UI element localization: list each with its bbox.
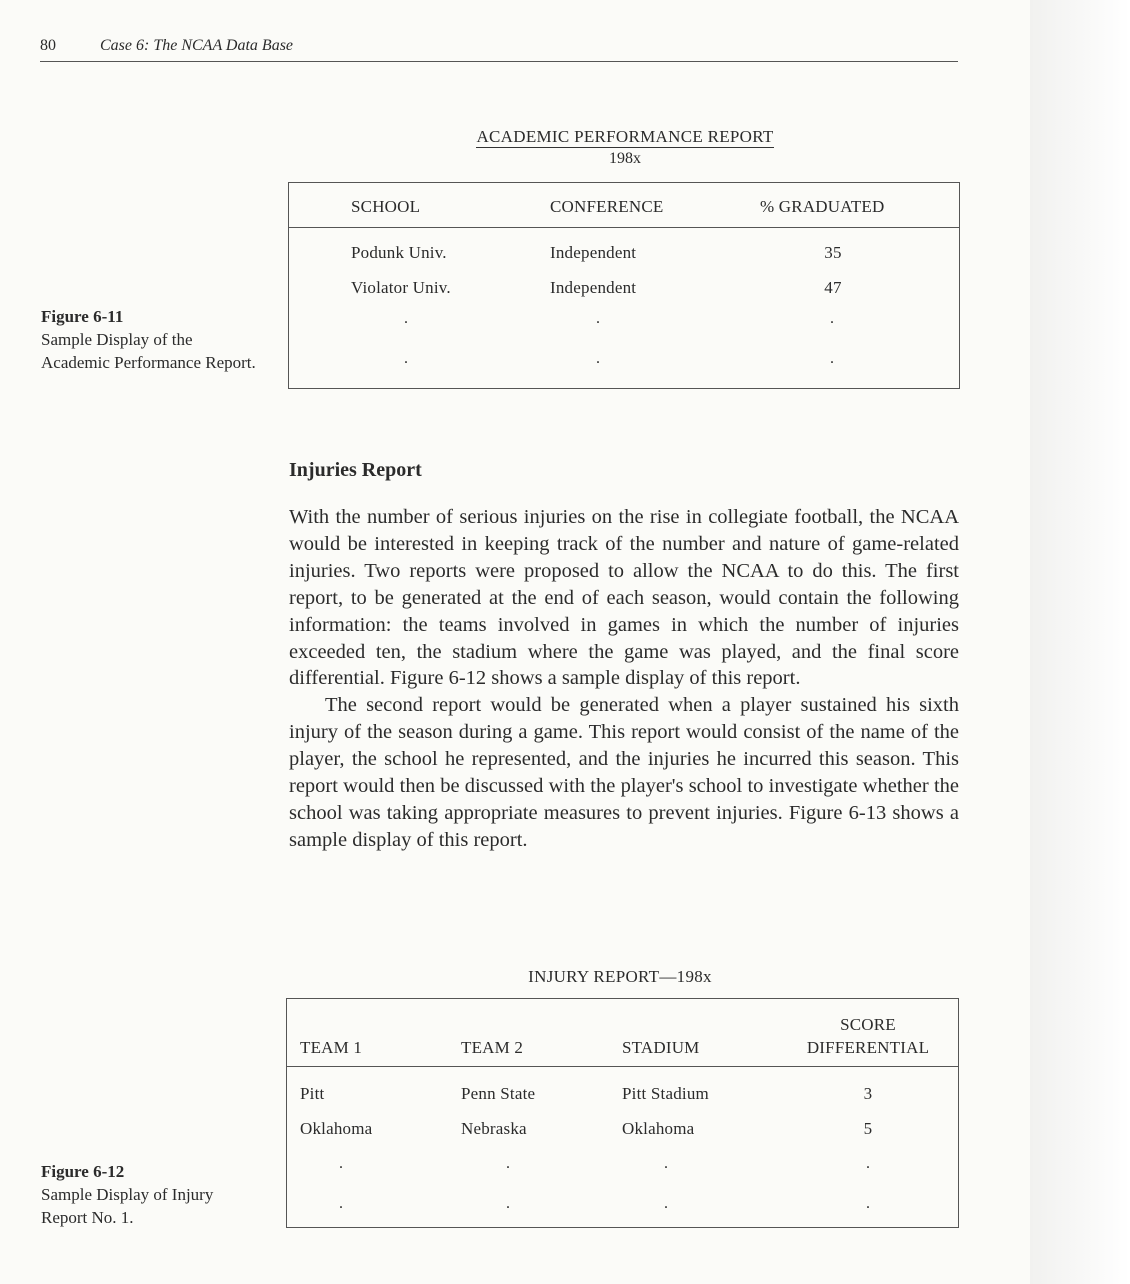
figure-caption-text: Sample Display of the Academic Performance Report.	[41, 330, 256, 372]
running-title: Case 6: The NCAA Data Base	[100, 37, 294, 54]
running-header	[40, 37, 958, 62]
figure-6-11-caption	[41, 305, 261, 374]
table-cell: 35	[824, 243, 842, 262]
continuation-dot: .	[866, 1195, 870, 1212]
table-cell: Pitt Stadium	[622, 1084, 709, 1103]
table-cell: 5	[863, 1119, 873, 1138]
table-cell: Podunk Univ.	[351, 243, 447, 262]
table-cell: 47	[824, 278, 842, 297]
continuation-dot: .	[506, 1195, 510, 1212]
table-cell: Oklahoma	[300, 1119, 373, 1138]
continuation-dot: .	[830, 310, 834, 327]
figure-caption-text: Sample Display of Injury Report No. 1.	[41, 1185, 214, 1227]
continuation-dot: .	[506, 1155, 510, 1172]
academic-report-year: 198x	[609, 150, 641, 167]
continuation-dot: .	[664, 1155, 668, 1172]
figure-label: Figure 6-12	[41, 1162, 125, 1181]
academic-report-title: ACADEMIC PERFORMANCE REPORT	[476, 127, 774, 146]
table-cell: Oklahoma	[622, 1119, 695, 1138]
injury-report-title: INJURY REPORT—198x	[528, 967, 712, 986]
continuation-dot: .	[339, 1155, 343, 1172]
paragraph: The second report would be generated when a player sustained his sixth injury of the season during a game. This report would consist of the name of the player, the school he represented, and the injuries he incurred this season. This report would then be discussed with the player's school to investigate whether the school was taking appropriate measures to prevent injuries. Figure 6-13 shows a sample display of this report.	[289, 694, 959, 851]
paragraph: With the number of serious injuries on the rise in collegiate football, the NCAA would be interested in keeping track of the number and nature of game-related injuries. Two reports were proposed to allow the NCAA to do this. The first report, to be generated at the end of each season, would contain the following information: the teams involved in games in which the number of injuries exceeded ten, the stadium where the game was played, and the final score differential. Figure 6-12 shows a sample display of this report.	[289, 506, 959, 690]
continuation-dot: .	[404, 350, 408, 367]
column-header: % GRADUATED	[760, 197, 885, 216]
table-cell: Independent	[550, 243, 637, 262]
table-cell: Pitt	[300, 1084, 325, 1103]
continuation-dot: .	[830, 350, 834, 367]
table-cell: Independent	[550, 278, 637, 297]
continuation-dot: .	[339, 1195, 343, 1212]
continuation-dot: .	[866, 1155, 870, 1172]
column-header: STADIUM	[622, 1038, 700, 1057]
column-header: SCORE	[840, 1015, 896, 1034]
column-header: CONFERENCE	[550, 197, 664, 216]
column-header: TEAM 2	[461, 1038, 524, 1057]
table-cell: Violator Univ.	[351, 278, 451, 297]
section-heading: Injuries Report	[289, 459, 422, 481]
academic-performance-table	[288, 182, 960, 389]
table-cell: Nebraska	[461, 1119, 527, 1138]
page-edge	[1030, 0, 1130, 1284]
figure-6-12-caption	[41, 1160, 261, 1229]
figure-label: Figure 6-11	[41, 307, 124, 326]
table-header-rule	[287, 1066, 958, 1067]
table-cell: 3	[863, 1084, 873, 1103]
page-number: 80	[40, 37, 56, 54]
column-header: SCHOOL	[351, 197, 421, 216]
table-header-rule	[289, 227, 959, 228]
column-header: DIFFERENTIAL	[806, 1038, 930, 1057]
continuation-dot: .	[596, 310, 600, 327]
table-cell: Penn State	[461, 1084, 536, 1103]
body-text	[289, 504, 959, 854]
column-header: TEAM 1	[300, 1038, 363, 1057]
continuation-dot: .	[596, 350, 600, 367]
injury-report-table	[286, 998, 959, 1228]
continuation-dot: .	[664, 1195, 668, 1212]
continuation-dot: .	[404, 310, 408, 327]
